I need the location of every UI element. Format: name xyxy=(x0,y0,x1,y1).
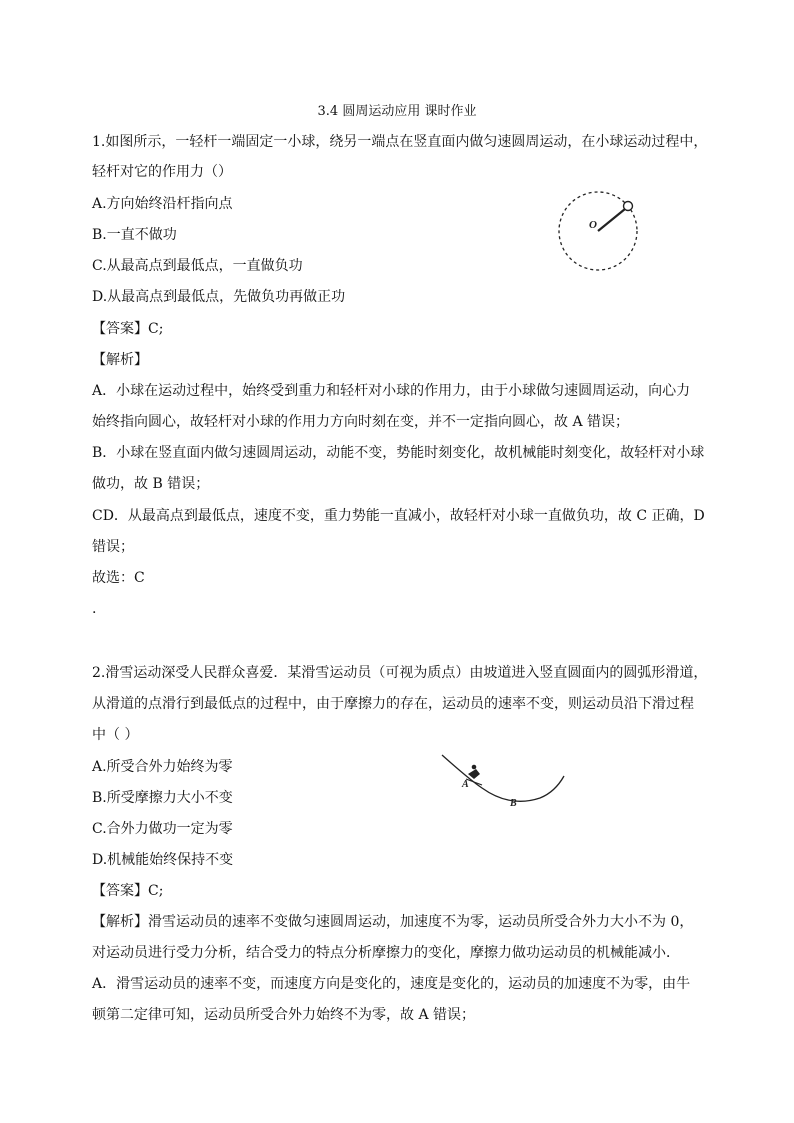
q2-option-a: A.所受合外力始终为零 xyxy=(92,759,233,775)
q1-analysis-line: 做功，故 B 错误； xyxy=(92,476,210,492)
q2-analysis-line: 【解析】滑雪运动员的速率不变做匀速圆周运动，加速度不为零，运动员所受合外力大小不为 0， xyxy=(92,914,694,930)
light-rod xyxy=(598,209,625,231)
page-title: 3.4 圆周运动应用 课时作业 xyxy=(317,104,477,119)
q1-analysis-line: CD．从最高点到最低点，速度不变，重力势能一直减小，故轻杆对小球一直做负功，故 C 正确，D xyxy=(92,508,705,524)
q2-stem-line-1: 2.滑雪运动深受人民群众喜爱．某滑雪运动员（可视为质点）由坡道进入竖直圆面内的圆弧形滑道， xyxy=(92,665,708,681)
q1-analysis-line: A．小球在运动过程中，始终受到重力和轻杆对小球的作用力，由于小球做匀速圆周运动，向心力 xyxy=(92,383,691,399)
arc-track xyxy=(442,755,564,801)
center-label-o: O xyxy=(589,219,597,231)
point-label-a: A xyxy=(462,779,469,790)
q1-analysis-line: 错误； xyxy=(92,539,134,555)
q2-stem-line-3: 中（ ） xyxy=(92,727,139,743)
circular-motion-figure xyxy=(555,188,645,278)
q2-analysis-line: 对运动员进行受力分析，结合受力的特点分析摩擦力的变化，摩擦力做功运动员的机械能减小． xyxy=(92,945,680,961)
q1-option-b: B.一直不做功 xyxy=(92,227,177,243)
q1-stem-line-1: 1.如图所示，一轻杆一端固定一小球，绕另一端点在竖直面内做匀速圆周运动，在小球运动过程中， xyxy=(92,134,708,150)
q2-option-d: D.机械能始终保持不变 xyxy=(92,852,234,868)
q1-option-c: C.从最高点到最低点，一直做负功 xyxy=(92,258,303,274)
q1-analysis-line: 故选：C xyxy=(92,570,145,586)
q2-stem-line-2: 从滑道的点滑行到最低点的过程中，由于摩擦力的存在，运动员的速率不变，则运动员沿下滑过程 xyxy=(92,696,694,712)
q1-option-d: D.从最高点到最低点，先做负功再做正功 xyxy=(92,289,346,305)
q2-answer: 【答案】C; xyxy=(92,883,164,899)
q1-analysis-line: . xyxy=(92,601,97,617)
q1-answer: 【答案】C; xyxy=(92,321,164,337)
q1-option-a: A.方向始终沿杆指向点 xyxy=(92,196,233,212)
q2-option-b: B.所受摩擦力大小不变 xyxy=(92,790,233,806)
q1-analysis-line: 始终指向圆心，故轻杆对小球的作用力方向时刻在变，并不一定指向圆心，故 A 错误； xyxy=(92,414,630,430)
q1-analysis-line: B．小球在竖直面内做匀速圆周运动，动能不变，势能时刻变化，故机械能时刻变化，故轻杆对小球 xyxy=(92,445,705,461)
q1-stem-line-2: 轻杆对它的作用力（） xyxy=(92,164,232,180)
point-label-b: B xyxy=(510,798,517,809)
q2-analysis-line: A．滑雪运动员的速率不变，而速度方向是变化的，速度是变化的，运动员的加速度不为零，由牛 xyxy=(92,976,691,992)
ski-slope-figure xyxy=(440,752,570,810)
small-ball xyxy=(624,202,633,211)
q2-analysis-line: 顿第二定律可知，运动员所受合外力始终不为零，故 A 错误； xyxy=(92,1007,476,1023)
q1-analysis-heading: 【解析】 xyxy=(92,352,148,368)
q2-option-c: C.合外力做功一定为零 xyxy=(92,821,233,837)
